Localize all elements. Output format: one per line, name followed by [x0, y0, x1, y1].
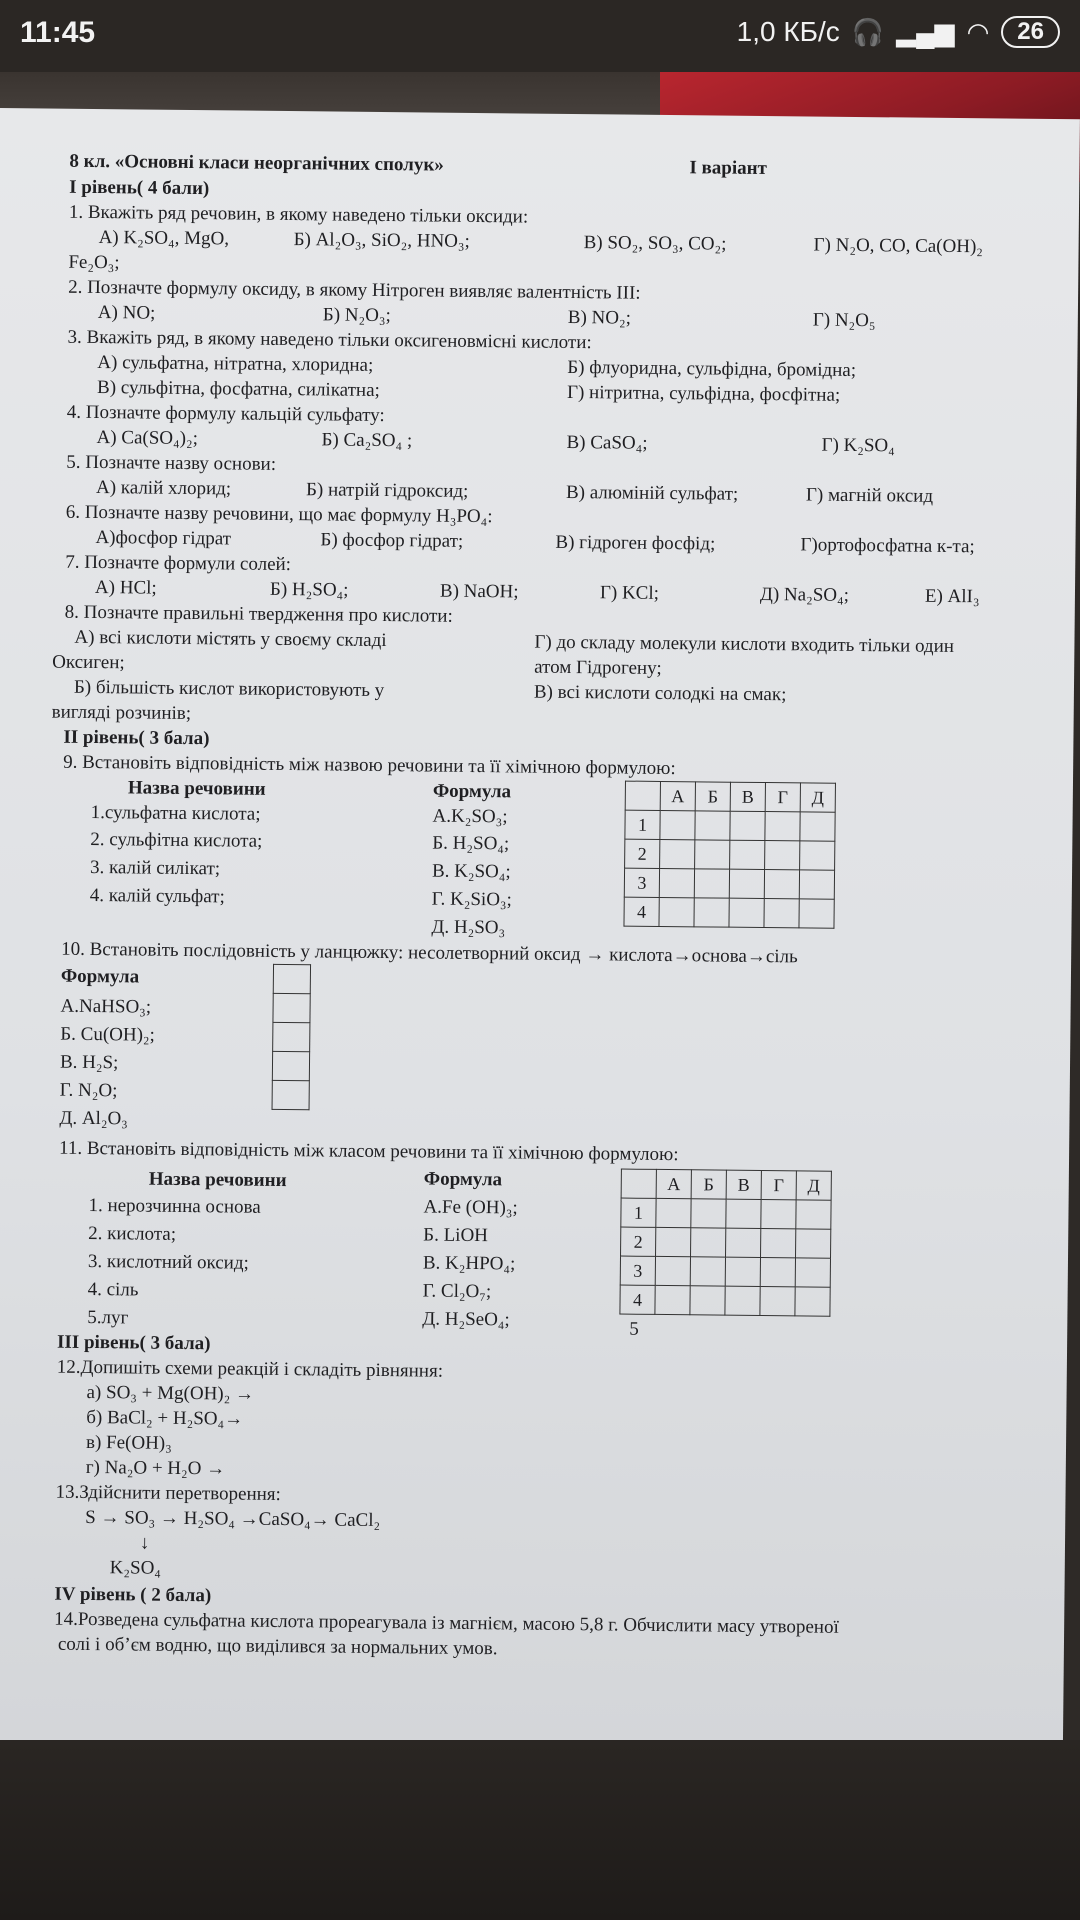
grid-cell[interactable]	[726, 1228, 761, 1257]
grid-cell[interactable]	[795, 1287, 830, 1316]
headphones-icon: 🎧	[851, 16, 885, 47]
grid-cell[interactable]	[659, 897, 694, 926]
q11-formula-e: Д. H₂SeO₄;	[422, 1308, 510, 1331]
q10-block	[59, 962, 1021, 1142]
q1-b: Б) Al₂O₃, SiO₂, HNO₃;	[293, 229, 470, 252]
q6-b: Б) фосфор гідрат;	[320, 529, 464, 552]
grid-cell[interactable]	[694, 869, 729, 898]
level2-title: ІІ рівень( 3 бала)	[63, 726, 210, 750]
q12-text: 12.Допишіть схеми реакцій і складіть рівняння:	[56, 1356, 444, 1382]
grid-cell[interactable]	[760, 1258, 795, 1287]
q11-name-4: 4. сіль	[87, 1278, 139, 1301]
grid-cell[interactable]	[725, 1257, 760, 1286]
q10-item-a: А.NaHSO₃;	[60, 995, 152, 1018]
q3-a: А) сульфатна, нітратна, хлоридна;	[97, 352, 374, 376]
wifi-icon: ◠	[966, 16, 990, 47]
q11-formula-b: Б. LiOH	[423, 1224, 489, 1247]
signal-icon: ▂▄▆	[896, 16, 955, 47]
q2-a: А) NO;	[97, 302, 156, 324]
grid-cell[interactable]	[800, 812, 835, 841]
grid-col-header: Б	[695, 782, 730, 811]
q11-grid-below: 5	[629, 1318, 639, 1340]
q9-text: 9. Встановіть відповідність між назвою речовини та її хімічною формулою:	[63, 751, 676, 780]
grid-corner	[625, 781, 660, 810]
q7-a: А) HCl;	[94, 577, 157, 599]
q9-block	[61, 775, 1023, 939]
grid-row-header: 2	[621, 1227, 656, 1256]
grid-cell[interactable]	[656, 1227, 691, 1256]
q12-item-b: б) BaCl₂ + H₂SO₄→	[86, 1406, 244, 1430]
q1-tail: Fe₂O₃;	[68, 251, 120, 274]
grid-cell[interactable]	[729, 869, 764, 898]
level1-title: І рівень( 4 бали)	[69, 176, 210, 200]
q9-formula-c: В. K₂SO₄;	[431, 860, 511, 883]
grid-cell[interactable]	[796, 1200, 831, 1229]
q8-g1: Г) до складу молекули кислоти входить тільки один	[534, 631, 955, 658]
grid-cell[interactable]	[760, 1287, 795, 1316]
q9-name-4: 4. калій сульфат;	[89, 884, 225, 908]
q11-name-header: Назва речовини	[148, 1168, 287, 1192]
grid-corner	[621, 1169, 656, 1198]
q9-formula-a: А.K₂SO₃;	[432, 805, 508, 828]
q8-a1: А) всі кислоти містять у своєму складі	[74, 626, 387, 652]
q8-text: 8. Позначте правильні твердження про кислоти:	[64, 601, 453, 627]
q3-c: В) сульфітна, фосфатна, силікатна;	[96, 377, 380, 401]
q11-name-3: 3. кислотний оксид;	[87, 1250, 249, 1274]
variant-label: І варіант	[689, 157, 768, 180]
q11-text: 11. Встановіть відповідність між класом речовини та її хімічною формулою:	[59, 1137, 679, 1166]
q10-answer-boxes	[272, 964, 312, 1110]
q5-d: Г) магній оксид	[805, 484, 934, 507]
q2-text: 2. Позначте формулу оксиду, в якому Нітроген виявляє валентність ІІІ:	[68, 276, 641, 304]
grid-col-header: А	[660, 781, 695, 810]
grid-cell[interactable]	[690, 1286, 725, 1315]
q10-item-c: В. H₂S;	[59, 1051, 119, 1074]
q7-e: Д) Na₂SO₄;	[759, 583, 850, 606]
grid-cell[interactable]	[795, 1258, 830, 1287]
grid-cell[interactable]	[655, 1256, 690, 1285]
q7-text: 7. Позначте формули солей:	[65, 551, 292, 576]
grid-cell[interactable]	[761, 1200, 796, 1229]
grid-cell[interactable]	[765, 841, 800, 870]
q8-b2: вигляді розчинів;	[51, 701, 192, 725]
q11-answer-grid	[619, 1169, 832, 1317]
q12-item-d: г) Na₂O + H₂O →	[85, 1456, 226, 1480]
q9-name-1: 1.сульфатна кислота;	[90, 801, 261, 825]
worksheet	[51, 149, 1030, 1667]
q7-f: Е) AlI₃	[924, 585, 980, 608]
q11-name-5: 5.луг	[87, 1306, 129, 1329]
q11-formula-header: Формула	[423, 1168, 503, 1191]
grid-cell[interactable]	[725, 1286, 760, 1315]
q7-b: Б) H₂SO₄;	[269, 578, 349, 601]
grid-row-header: 3	[624, 868, 659, 897]
q9-formula-header: Формула	[432, 780, 512, 803]
q8-v: В) всі кислоти солодкі на смак;	[533, 681, 787, 706]
q4-text: 4. Позначте формулу кальцій сульфату:	[66, 401, 385, 427]
grid-cell[interactable]	[694, 898, 729, 927]
q1-a: А) K₂SO₄, MgO,	[98, 227, 230, 250]
q8-g2: атом Гідрогену;	[534, 656, 662, 679]
q14-line1: 14.Розведена сульфатна кислота прореагувала із магнієм, масою 5,8 г. Обчислити масу утвореної	[54, 1608, 839, 1638]
level3-title: ІІІ рівень( 3 бала)	[56, 1331, 211, 1355]
q11-formula-d: Г. Cl₂O₇;	[422, 1280, 492, 1303]
grid-row-header: 4	[620, 1285, 655, 1314]
q9-name-3: 3. калій силікат;	[89, 856, 221, 880]
q11-formula-a: А.Fe (OH)₃;	[423, 1196, 518, 1219]
grid-cell[interactable]	[730, 811, 765, 840]
grid-cell[interactable]	[660, 839, 695, 868]
q11-block	[57, 1161, 1019, 1340]
answer-box[interactable]	[273, 964, 310, 993]
grid-col-header: Д	[796, 1171, 831, 1200]
grid-cell[interactable]	[691, 1228, 726, 1257]
q9-formula-b: Б. H₂SO₄;	[432, 832, 510, 855]
q11-name-2: 2. кислота;	[88, 1222, 177, 1245]
grid-cell[interactable]	[730, 840, 765, 869]
grid-col-header: Г	[761, 1171, 796, 1200]
q4-c: В) CaSO₄;	[566, 431, 648, 454]
q4-b: Б) Ca₂SO₄ ;	[321, 429, 413, 452]
q6-text: 6. Позначте назву речовини, що має формулу H₃PO₄:	[65, 501, 493, 528]
q6-a: А)фосфор гідрат	[95, 527, 232, 550]
grid-col-header: Б	[691, 1170, 726, 1199]
status-time: 11:45	[20, 16, 96, 49]
q10-formula-header: Формула	[60, 965, 140, 988]
answer-box[interactable]	[272, 1080, 309, 1109]
q7-d: Г) KCl;	[599, 582, 660, 604]
q9-answer-grid	[623, 781, 836, 929]
q10-item-b: Б. Cu(OH)₂;	[60, 1023, 156, 1046]
q13-chain: S → SO₃ → H₂SO₄ →CaSO₄→ CaCl₂	[85, 1506, 381, 1532]
q5-text: 5. Позначте назву основи:	[66, 451, 277, 475]
q13-arrow: ↓	[139, 1532, 150, 1554]
q5-a: А) калій хлорид;	[95, 477, 232, 500]
q13-branch: K₂SO₄	[109, 1557, 162, 1579]
q10-text: 10. Встановіть послідовність у ланцюжку: несолетворний оксид → кислота→основа→сіль	[61, 938, 798, 968]
answer-box[interactable]	[272, 1051, 309, 1080]
grid-cell[interactable]	[799, 899, 834, 928]
grid-col-header: А	[656, 1169, 691, 1198]
q10-item-e: Д. Al₂O₃	[59, 1107, 128, 1130]
grid-col-header: Г	[765, 783, 800, 812]
grid-cell[interactable]	[695, 840, 730, 869]
grid-cell[interactable]	[764, 899, 799, 928]
q12-item-c: в) Fe(OH)₃	[85, 1431, 172, 1454]
grid-cell[interactable]	[695, 811, 730, 840]
grid-cell[interactable]	[796, 1229, 831, 1258]
q2-b: Б) N₂O₃;	[322, 304, 391, 327]
battery-icon: 26	[1001, 16, 1060, 48]
q8-a2: Оксиген;	[52, 651, 125, 674]
q12-item-a: а) SO₃ + Mg(OH)₂ →	[86, 1381, 255, 1405]
q1-d: Г) N₂O, CO, Ca(OH)₂	[813, 234, 984, 258]
grid-col-header: В	[730, 782, 765, 811]
q6-d: Г)ортофосфатна к-та;	[800, 534, 975, 558]
q9-formula-e: Д. H₂SO₃	[431, 916, 506, 939]
grid-row-header: 2	[625, 839, 660, 868]
q9-name-header: Назва речовини	[127, 777, 266, 800]
q3-b: Б) флуоридна, сульфідна, бромідна;	[567, 356, 857, 381]
q10-item-d: Г. N₂O;	[59, 1079, 118, 1102]
grid-cell[interactable]	[659, 868, 694, 897]
answer-box[interactable]	[273, 993, 310, 1022]
q4-d: Г) K₂SO₄	[821, 434, 895, 457]
q11-name-1: 1. нерозчинна основа	[88, 1194, 261, 1218]
q4-a: А) Ca(SO₄)₂;	[96, 427, 199, 450]
status-right	[737, 16, 1060, 48]
q1-c: В) SO₂, SO₃, CO₂;	[583, 232, 727, 255]
grid-row-header: 3	[620, 1256, 655, 1285]
grid-cell[interactable]	[690, 1257, 725, 1286]
q2-d: Г) N₂O₅	[812, 309, 876, 332]
grid-cell[interactable]	[655, 1285, 690, 1314]
q3-d: Г) нітритна, сульфідна, фосфітна;	[566, 381, 841, 406]
grid-cell[interactable]	[799, 870, 834, 899]
status-bar	[0, 0, 1080, 72]
grid-cell[interactable]	[765, 812, 800, 841]
grid-col-header: В	[726, 1170, 761, 1199]
grid-cell[interactable]	[656, 1198, 691, 1227]
grid-row-header: 4	[624, 897, 659, 926]
grid-cell[interactable]	[660, 810, 695, 839]
grid-col-header: Д	[800, 783, 835, 812]
grid-cell[interactable]	[761, 1229, 796, 1258]
grid-cell[interactable]	[726, 1199, 761, 1228]
q7-c: В) NaOH;	[439, 580, 519, 603]
q9-name-2: 2. сульфітна кислота;	[90, 828, 263, 852]
q1-text: 1. Вкажіть ряд речовин, в якому наведено тільки оксиди:	[68, 201, 529, 228]
q6-c: В) гідроген фосфід;	[555, 531, 716, 555]
q3-text: 3. Вкажіть ряд, в якому наведено тільки оксигеновмісні кислоти:	[67, 326, 592, 354]
answer-box[interactable]	[273, 1022, 310, 1051]
dark-surface	[0, 1740, 1080, 1920]
grid-cell[interactable]	[729, 898, 764, 927]
q11-formula-c: В. K₂HPO₄;	[422, 1252, 516, 1275]
q2-c: В) NO₂;	[567, 306, 632, 329]
q8-b1: Б) більшість кислот використовують у	[73, 676, 385, 702]
level4-title: IV рівень ( 2 бала)	[54, 1583, 212, 1607]
grid-cell[interactable]	[764, 870, 799, 899]
q14-line2: солі і об’єм водню, що виділився за нормальних умов.	[57, 1633, 498, 1660]
page-title: 8 кл. «Основні класи неорганічних сполук»	[69, 150, 444, 176]
grid-cell[interactable]	[691, 1199, 726, 1228]
q9-formula-d: Г. K₂SiO₃;	[431, 888, 513, 911]
grid-cell[interactable]	[800, 841, 835, 870]
grid-row-header: 1	[621, 1198, 656, 1227]
paper-sheet	[0, 108, 1080, 1751]
q5-b: Б) натрій гідроксид;	[305, 479, 469, 502]
network-speed: 1,0 КБ/с	[736, 16, 840, 47]
grid-row-header: 1	[625, 810, 660, 839]
q5-c: В) алюміній сульфат;	[565, 481, 739, 505]
q13-text: 13.Здійснити перетворення:	[55, 1481, 281, 1506]
